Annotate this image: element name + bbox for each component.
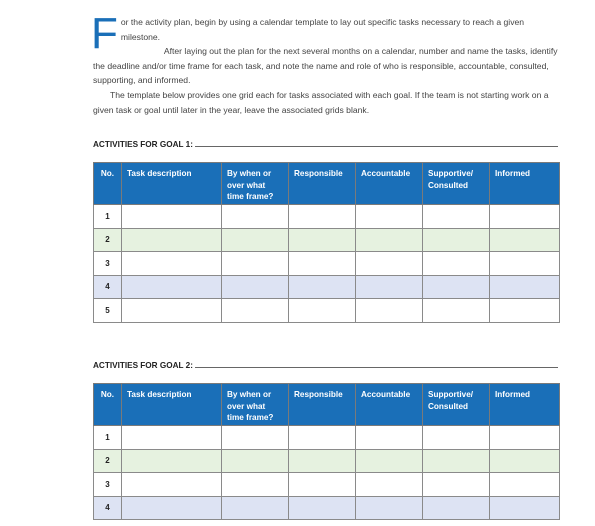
cell[interactable]: [356, 426, 423, 450]
header-accountable: Accountable: [356, 163, 423, 205]
header-responsible: Responsible: [289, 163, 356, 205]
row-number: 1: [94, 426, 122, 450]
cell[interactable]: [490, 275, 560, 299]
header-accountable: Accountable: [356, 384, 423, 426]
cell[interactable]: [423, 205, 490, 229]
cell[interactable]: [423, 496, 490, 520]
row-number: 4: [94, 275, 122, 299]
row-number: 3: [94, 473, 122, 497]
table-row: [94, 228, 560, 252]
intro-paragraph-3: The template below provides one grid each for tasks associated with each goal. If the team is not starting work on a given task or goal until later in the year, leave the associated grids blank.: [93, 89, 549, 115]
cell[interactable]: [490, 473, 560, 497]
cell[interactable]: [490, 299, 560, 323]
cell[interactable]: [289, 205, 356, 229]
goal-1-fill-line: [195, 138, 558, 147]
cell[interactable]: [356, 496, 423, 520]
header-no: No.: [94, 163, 122, 205]
drop-cap: F: [91, 9, 118, 58]
cell[interactable]: [356, 299, 423, 323]
header-no: No.: [94, 384, 122, 426]
cell[interactable]: [122, 275, 222, 299]
cell[interactable]: [423, 473, 490, 497]
table-row: [94, 426, 560, 450]
row-number: 5: [94, 299, 122, 323]
table-row: [94, 299, 560, 323]
cell[interactable]: [122, 449, 222, 473]
row-number: 2: [94, 449, 122, 473]
cell[interactable]: [122, 496, 222, 520]
cell[interactable]: [423, 426, 490, 450]
cell[interactable]: [289, 299, 356, 323]
cell[interactable]: [490, 252, 560, 276]
cell[interactable]: [423, 299, 490, 323]
cell[interactable]: [490, 205, 560, 229]
table-row: [94, 252, 560, 276]
cell[interactable]: [222, 496, 289, 520]
cell[interactable]: [356, 205, 423, 229]
cell[interactable]: [222, 252, 289, 276]
goal-1-table: [93, 162, 560, 323]
cell[interactable]: [356, 449, 423, 473]
header-task-description: Task description: [122, 163, 222, 205]
cell[interactable]: [490, 496, 560, 520]
cell[interactable]: [289, 275, 356, 299]
cell[interactable]: [423, 275, 490, 299]
goal-1-label: ACTIVITIES FOR GOAL 1:: [93, 138, 558, 149]
cell[interactable]: [289, 473, 356, 497]
intro-paragraph-2: After laying out the plan for the next several months on a calendar, number and name the tasks, identify the deadline and/or time frame for each task, and note the name and role of who is responsible, accountable, consulted, supporting, and informed.: [93, 46, 558, 86]
cell[interactable]: [222, 426, 289, 450]
goal-2-table: [93, 383, 560, 520]
cell[interactable]: [289, 426, 356, 450]
cell[interactable]: [356, 473, 423, 497]
table-row: [94, 473, 560, 497]
table-row: [94, 496, 560, 520]
row-number: 4: [94, 496, 122, 520]
cell[interactable]: [222, 275, 289, 299]
header-informed: Informed: [490, 384, 560, 426]
header-informed: Informed: [490, 163, 560, 205]
row-number: 1: [94, 205, 122, 229]
cell[interactable]: [222, 449, 289, 473]
cell[interactable]: [122, 228, 222, 252]
header-supportive-consulted: Supportive/ Consulted: [423, 163, 490, 205]
header-by-when: By when or over what time frame?: [222, 163, 289, 205]
cell[interactable]: [490, 426, 560, 450]
header-by-when: By when or over what time frame?: [222, 384, 289, 426]
table-row: [94, 275, 560, 299]
cell[interactable]: [222, 473, 289, 497]
goal-2-label: ACTIVITIES FOR GOAL 2:: [93, 359, 558, 370]
table-header-row: [94, 384, 560, 426]
header-supportive-consulted: Supportive/ Consulted: [423, 384, 490, 426]
header-task-description: Task description: [122, 384, 222, 426]
cell[interactable]: [289, 252, 356, 276]
cell[interactable]: [356, 228, 423, 252]
table-row: [94, 449, 560, 473]
cell[interactable]: [122, 205, 222, 229]
cell[interactable]: [122, 299, 222, 323]
row-number: 3: [94, 252, 122, 276]
cell[interactable]: [222, 299, 289, 323]
header-responsible: Responsible: [289, 384, 356, 426]
intro-text: [91, 9, 563, 117]
table-header-row: [94, 163, 560, 205]
cell[interactable]: [356, 275, 423, 299]
goal-2-fill-line: [195, 359, 558, 368]
cell[interactable]: [289, 449, 356, 473]
cell[interactable]: [356, 252, 423, 276]
cell[interactable]: [289, 228, 356, 252]
cell[interactable]: [122, 252, 222, 276]
cell[interactable]: [423, 449, 490, 473]
intro-paragraph-1: For the activity plan, begin by using a calendar template to lay out specific tasks necessary to reach a given milestone.: [91, 9, 525, 58]
cell[interactable]: [423, 252, 490, 276]
cell[interactable]: [122, 426, 222, 450]
cell[interactable]: [490, 449, 560, 473]
cell[interactable]: [490, 228, 560, 252]
cell[interactable]: [222, 205, 289, 229]
cell[interactable]: [122, 473, 222, 497]
row-number: 2: [94, 228, 122, 252]
table-row: [94, 205, 560, 229]
cell[interactable]: [222, 228, 289, 252]
cell[interactable]: [423, 228, 490, 252]
cell[interactable]: [289, 496, 356, 520]
